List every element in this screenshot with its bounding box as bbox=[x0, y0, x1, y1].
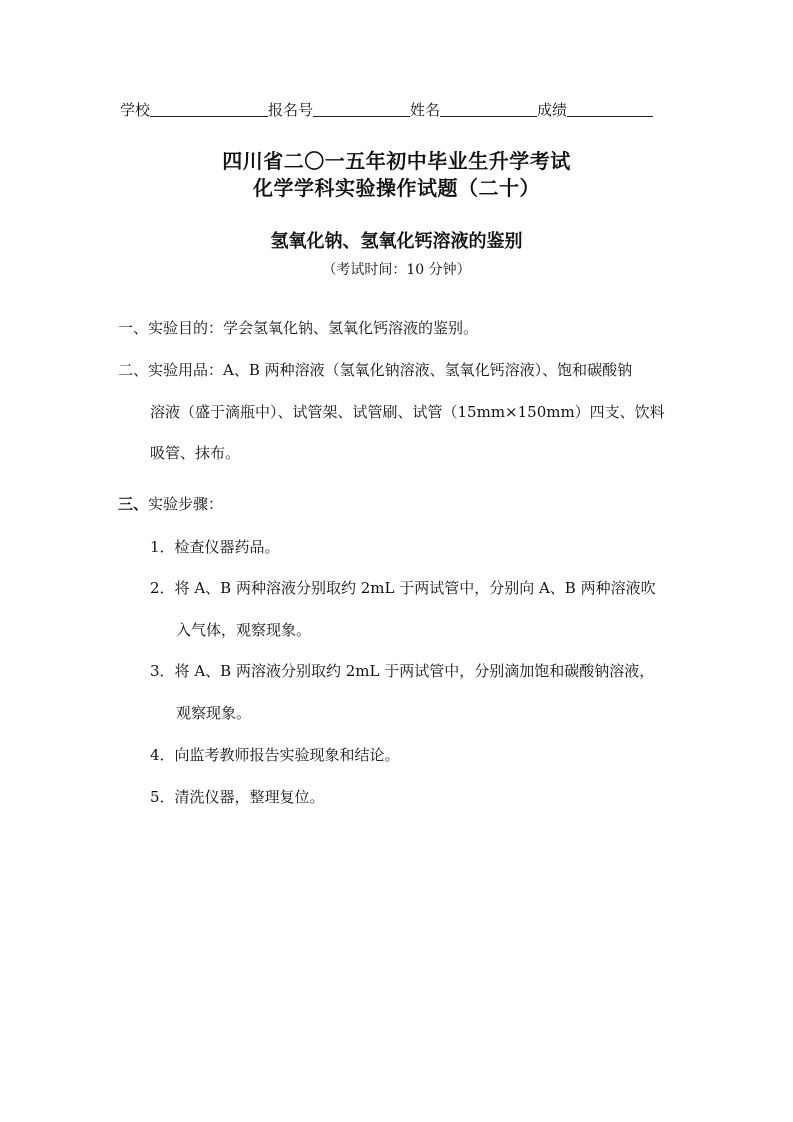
step-4 bbox=[150, 745, 400, 765]
step-3-cont: 观察现象。 bbox=[176, 704, 252, 722]
step-number: 1． bbox=[150, 538, 175, 556]
section-number: 一、 bbox=[118, 319, 149, 337]
materials-line2: 溶液（盛于滴瓶中）、试管架、试管刷、试管（15mm×150mm）四支、饮料 bbox=[150, 403, 665, 421]
name-blank bbox=[440, 102, 537, 117]
step-3 bbox=[150, 661, 654, 681]
step-number: 2． bbox=[150, 579, 175, 597]
step-2-cont: 入气体，观察现象。 bbox=[176, 621, 312, 639]
registration-number-blank bbox=[313, 102, 410, 117]
school-blank bbox=[150, 102, 268, 117]
step-text: 清洗仪器，整理复位。 bbox=[174, 788, 325, 806]
step-text: 向监考教师报告实验现象和结论。 bbox=[174, 746, 400, 764]
exam-title-line1: 四川省二〇一五年初中毕业生升学考试 bbox=[222, 149, 571, 173]
section-text: 实验用品：A、B 两种溶液（氢氧化钠溶液、氢氧化钙溶液）、饱和碳酸钠 bbox=[148, 361, 633, 379]
step-1 bbox=[150, 537, 280, 557]
exam-title-line2: 化学学科实验操作试题（二十） bbox=[253, 176, 540, 200]
section-heading: 实验步骤： bbox=[148, 495, 224, 513]
step-5 bbox=[150, 787, 325, 807]
step-text: 检查仪器药品。 bbox=[174, 538, 280, 556]
experiment-title: 氢氧化钠、氢氧化钙溶液的鉴别 bbox=[270, 231, 523, 252]
section-steps bbox=[118, 494, 223, 514]
step-number: 4． bbox=[150, 746, 175, 764]
name-label: 姓名 bbox=[410, 101, 441, 119]
step-2 bbox=[150, 578, 656, 598]
step-number: 5． bbox=[150, 788, 175, 806]
step-text: 将 A、B 两溶液分别取约 2mL 于两试管中，分别滴加饱和碳酸钠溶液， bbox=[174, 662, 655, 680]
registration-number-label: 报名号 bbox=[268, 101, 314, 119]
materials-line3: 吸管、抹布。 bbox=[150, 444, 241, 462]
school-label: 学校 bbox=[120, 101, 151, 119]
step-text: 将 A、B 两种溶液分别取约 2mL 于两试管中，分别向 A、B 两种溶液吹 bbox=[174, 579, 656, 597]
section-number: 二、 bbox=[118, 361, 149, 379]
section-number: 三、 bbox=[118, 495, 149, 513]
score-blank bbox=[567, 102, 653, 117]
exam-time: （考试时间：10 分钟） bbox=[322, 262, 471, 278]
section-materials bbox=[118, 360, 632, 380]
section-text: 实验目的：学会氢氧化钠、氢氧化钙溶液的鉴别。 bbox=[148, 319, 479, 337]
score-label: 成绩 bbox=[537, 101, 568, 119]
candidate-info-row bbox=[120, 96, 653, 120]
step-number: 3． bbox=[150, 662, 175, 680]
section-purpose bbox=[118, 318, 478, 338]
